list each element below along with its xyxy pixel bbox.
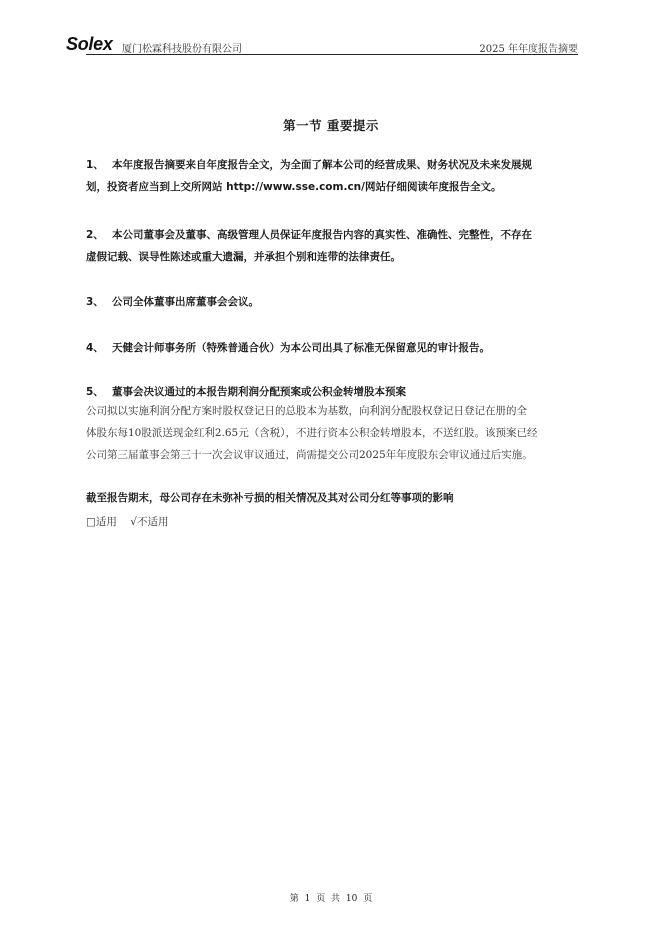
uncovered-loss-title: 截至报告期末，母公司存在未弥补亏损的相关情况及其对公司分红等事项的影响 [86, 492, 454, 504]
item-number: 5、 [86, 386, 104, 398]
applicability-options [86, 514, 178, 529]
item-text-line: 本公司董事会及董事、高级管理人员保证年度报告内容的真实性、准确性、完整性，不存在 [112, 229, 532, 241]
solex-logo: Solex [66, 34, 113, 54]
item-text-line: 天健会计师事务所（特殊普通合伙）为本公司出具了标准无保留意见的审计报告。 [112, 342, 490, 354]
company-name: 厦门松霖科技股份有限公司 [122, 44, 242, 55]
option-not-applicable: √不适用 [130, 516, 169, 528]
dividend-text-line: 公司第三届董事会第三十一次会议审议通过，尚需提交公司2025年年度股东会审议通过后实施。 [86, 449, 533, 461]
dividend-text-line: 体股东每10股派送现金红利2.65元（含税），不进行资本公积金转增股本，不送红股。该预案已经 [86, 427, 538, 439]
dividend-text-line: 公司拟以实施利润分配方案时股权登记日的总股本为基数，向利润分配股权登记日登记在册的全 [86, 405, 527, 417]
item-number: 2、 [86, 229, 104, 241]
item-text-line: 董事会决议通过的本报告期利润分配预案或公积金转增股本预案 [112, 386, 406, 398]
notice-item-4 [86, 337, 578, 359]
notice-item-3 [86, 291, 578, 313]
dividend-plan-text [86, 400, 578, 466]
notice-item-1 [86, 154, 578, 198]
page-footer: 第 1 页 共 10 页 [289, 894, 373, 904]
page-header [66, 34, 578, 55]
notice-item-2 [86, 224, 578, 268]
section-title: 第一节 重要提示 [283, 118, 379, 133]
report-title: 2025 年年度报告摘要 [479, 44, 578, 55]
item-number: 1、 [86, 159, 104, 171]
item-text-line: 划，投资者应当到上交所网站 http://www.sse.com.cn/网站仔细阅读年度报告全文。 [86, 181, 502, 193]
option-applicable: □适用 [86, 516, 117, 528]
item-text-line: 公司全体董事出席董事会会议。 [112, 296, 259, 308]
item-text-line: 虚假记载、误导性陈述或重大遗漏，并承担个别和连带的法律责任。 [86, 251, 401, 263]
item-number: 4、 [86, 342, 104, 354]
item-text-line: 本年度报告摘要来自年度报告全文，为全面了解本公司的经营成果、财务状况及未来发展规 [112, 159, 532, 171]
item-number: 3、 [86, 296, 104, 308]
